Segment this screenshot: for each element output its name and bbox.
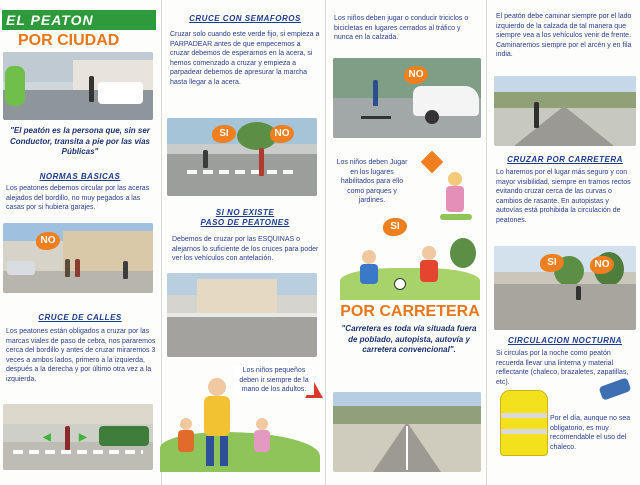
- cruzar-carretera-heading: CRUZAR POR CARRETERA: [507, 155, 623, 164]
- sidewalk-photo: [3, 223, 153, 293]
- carretera-intro-text: El peatón debe caminar siempre por el lado izquierdo de la calzada de tal manera que siempre vea a los vehículos venir de frente. Caminaremos siempre por el arcén y en fila india.: [496, 13, 632, 58]
- pedestrian-figure: [65, 259, 70, 277]
- semaforos-heading: CRUCE CON SEMAFOROS: [189, 14, 301, 23]
- semaforos-text: Cruzar solo cuando este verde fijo, si empieza a PARPADEAR antes de que empecemos a cruzar debemos de esperarnos en la acera, si hemos comenzado a cruzar y empieza a parpadear debemos de apresurar la marcha hasta llegar a la acera.: [170, 31, 320, 86]
- si-badge: SI: [383, 218, 407, 236]
- carretera-title: POR CARRETERA: [340, 303, 480, 320]
- no-paso-heading-line2: PASO DE PEATONES: [200, 218, 290, 227]
- cruce-calles-text: Los peatones están obligados a cruzar por las marcas viales de paso de cebra, nos pararemos cerca del bordillo y antes de cruzar miraremos 3 veces a ambos lados, primero a la izquierda, después a la derecha y por último otra vez a la izquierda.: [6, 328, 156, 383]
- subtitle-por-ciudad: POR CIUDAD: [18, 32, 120, 49]
- arrow-left-icon: ◀: [43, 432, 51, 443]
- child-figure: [373, 80, 378, 106]
- road-photo: [333, 392, 481, 472]
- reflective-vest-icon: [500, 390, 548, 456]
- pedestrian-figure: [534, 102, 539, 128]
- normas-heading: NORMAS BASICAS: [39, 172, 121, 181]
- pedestrian-figure: [259, 148, 264, 176]
- kite-icon: [421, 151, 444, 174]
- no-paso-text: Debemos de cruzar por las ESQUINAS o alejarnos lo suficiente de los cruces para poder ver los vehículos con antelación.: [172, 236, 319, 262]
- van-shape: [98, 82, 143, 104]
- street-photo: [3, 52, 153, 120]
- no-paso-heading: [180, 208, 310, 228]
- pedestrian-figure: [65, 426, 70, 450]
- no-paso-heading-line1: SI NO EXISTE: [215, 208, 275, 217]
- pedestrian-definition-quote: "El peatón es la persona que, sin ser Conductor, transita a pie por las vías Públicas": [9, 126, 151, 156]
- crosswalk-photo: [3, 404, 153, 470]
- pedestrian-figure: [576, 286, 581, 300]
- pedestrian-figure: [123, 261, 128, 279]
- nocturna-heading: CIRCULACION NOCTURNA: [508, 336, 622, 345]
- dia-text: Por el día, aunque no sea obligatorio, es muy recomendable el uso del chaleco.: [550, 415, 631, 451]
- pedestrian-figure: [75, 259, 80, 277]
- traffic-light-photo: [167, 118, 317, 196]
- no-badge: NO: [270, 125, 294, 143]
- pedestrian-figure: [203, 150, 208, 168]
- fold-line: [325, 0, 326, 485]
- fold-line: [486, 0, 487, 485]
- cruzar-carretera-text: Lo haremos por el lugar más seguro y con mayor visibilidad, siempre en tramos rectos evitando cruzar cerca de las curvas o cambios de rasante. En autopistas y autovías está prohibida la circulación de peatones.: [496, 169, 631, 224]
- arrow-right-icon: ▶: [79, 432, 87, 443]
- ninos-mano-text: Los niños pequeños deben ir siempre de la mano de los adultos.: [234, 366, 314, 395]
- car-shape: [413, 86, 479, 116]
- corner-street-photo: [167, 273, 317, 357]
- no-badge: NO: [36, 232, 60, 250]
- normas-text: Los peatones debemos circular por las aceras alejados del bordillo, no muy pegados a las casas por si hubiera garajes.: [6, 185, 150, 211]
- pedestrian-figure: [89, 76, 94, 102]
- nocturna-text: Si circulas por la noche como peatón recuerda llevar una linterna y material reflectante (chaleco, brazaletes, zapatillas, etc).: [496, 350, 629, 386]
- si-badge: SI: [540, 254, 564, 272]
- brand-title: EL PEATON: [2, 10, 156, 30]
- mascot-figure: [5, 66, 25, 106]
- girl-kite-illustration: [420, 150, 480, 225]
- lugares-text: Los niños deben Jugar en los lugares habilitados para ello como parques y jardines.: [336, 159, 408, 204]
- kids-soccer-illustration: [340, 228, 480, 300]
- ball-icon: [394, 278, 406, 290]
- si-badge: SI: [212, 125, 236, 143]
- carretera-definition-quote: "Carretera es toda vía situada fuera de poblado, autopista, autovía y carretera convencional".: [341, 324, 477, 354]
- rural-road-photo: [494, 246, 636, 330]
- cruce-calles-heading: CRUCE DE CALLES: [38, 313, 122, 322]
- no-badge: NO: [590, 256, 614, 274]
- ninos-juego-text: Los niños deben jugar o conducir triciclos o bicicletas en lugares cerrados al tráfico y nunca en la calzada.: [334, 15, 469, 41]
- no-badge: NO: [404, 66, 428, 84]
- roadside-walk-photo: [494, 76, 636, 146]
